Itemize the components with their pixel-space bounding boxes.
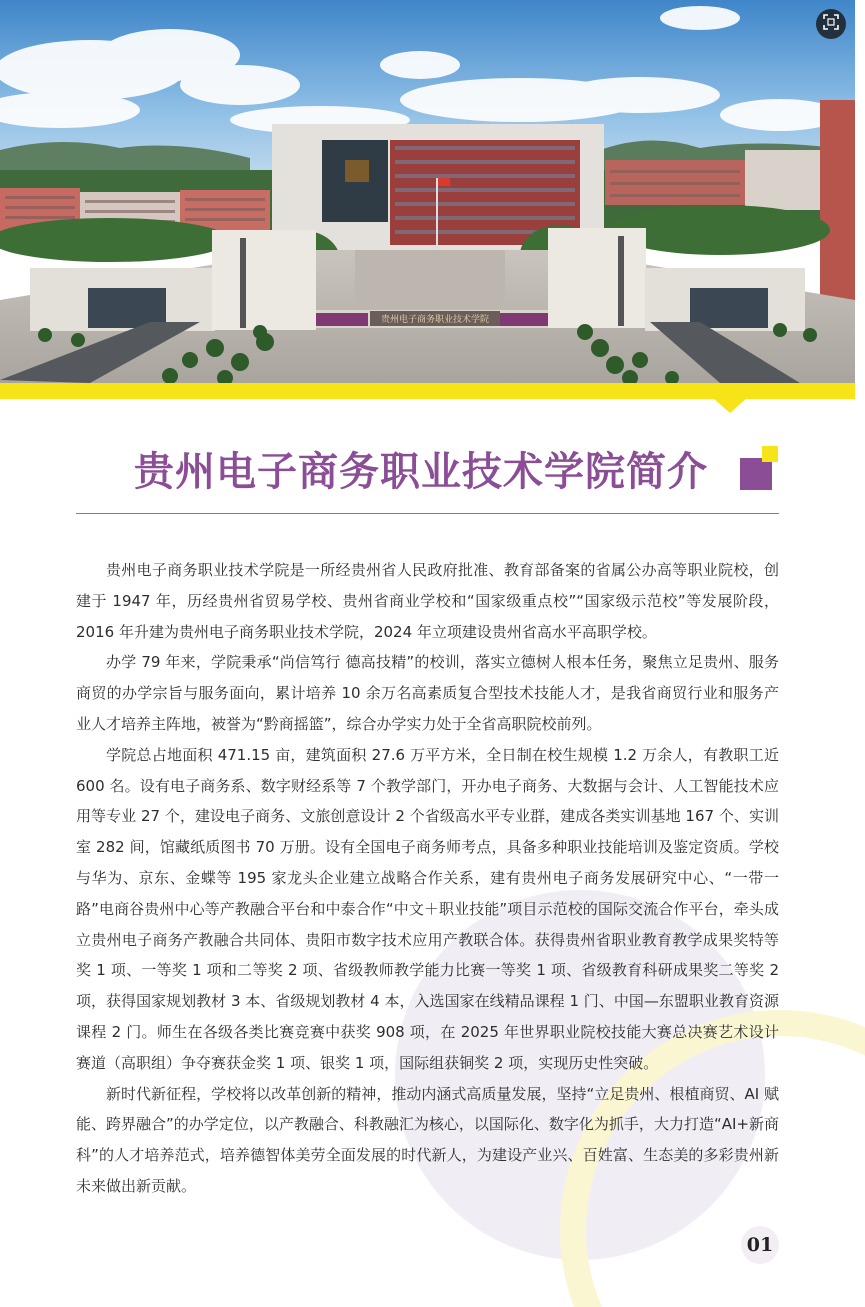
yellow-divider-band [0,383,855,399]
intro-body [76,555,779,1202]
campus-photo [0,0,855,383]
page-title: 贵州电子商务职业技术学院简介 [134,449,708,495]
scan-button[interactable] [816,9,846,39]
paragraph: 办学 79 年来，学院秉承“尚信笃行 德高技精”的校训，落实立德树人根本任务，聚焦立足贵州、服务商贸的办学宗旨与服务面向，累计培养 10 余万名高素质复合型技术技能人才，是我省商贸行业和服务产业人才培养主阵地，被誉为“黔商摇篮”，综合办学实力处于全省高职院校前列。 [76,653,779,733]
title-accent-small-square [762,446,778,462]
scan-corners-icon [823,14,839,34]
band-notch [713,398,747,413]
paragraph: 贵州电子商务职业技术学院是一所经贵州省人民政府批准、教育部备案的省属公办高等职业院校，创建于 1947 年，历经贵州省贸易学校、贵州省商业学校和“国家级重点校”“国家级示范校”等发展阶段，2016 年升建为贵州电子商务职业技术学院，2024 年立项建设贵州省高水平高职学校。 [76,561,779,641]
paragraph: 学院总占地面积 471.15 亩，建筑面积 27.6 万平方米，全日制在校生规模 1.2 万余人，有教职工近 600 名。设有电子商务系、数字财经系等 7 个教学部门，开办电子商务、大数据与会计、人工智能技术应用等专业 27 个，建设电子商务、文旅创意设计 2 个省级高水平专业群，建成各类实训基地 167 个、实训室 282 间，馆藏纸质图书 70 万册。设有全国电子商务师考点，具备多种职业技能培训及鉴定资质。学校与华为、京东、金蝶等 195 家龙头企业建立战略合作关系，建有贵州电子商务发展研究中心、“一带一路”电商谷贵州中心等产教融合平台和中泰合作“中文＋职业技能”项目示范校的国际交流合作平台，牵头成立贵州电子商务产教融合共同体、贵阳市数字技术应用产教联合体。获得贵州省职业教育教学成果奖特等奖 1 项、一等奖 1 项和二等奖 2 项、省级教师教学能力比赛一等奖 1 项、省级教育科研成果奖二等奖 2 项，获得国家规划教材 3 本、省级规划教材 4 本，入选国家在线精品课程 1 门、中国—东盟职业教育资源课程 2 门。师生在各级各类比赛竞赛中获奖 908 项，在 2025 年世界职业院校技能大赛总决赛艺术设计赛道（高职组）争夺赛获金奖 1 项、银奖 1 项，国际组获铜奖 2 项，实现历史性突破。 [76,745,779,1072]
paragraph: 新时代新征程，学校将以改革创新的精神，推动内涵式高质量发展，坚持“立足贵州、根植商贸、AI 赋能、跨界融合”的办学定位，以产教融合、科教融汇为核心，以国际化、数字化为抓手，大力打造“AI+新商科”的人才培养范式，培养德智体美劳全面发展的时代新人，为建设产业兴、百姓富、生态美的多彩贵州新未来做出新贡献。 [76,1084,779,1195]
title-underline [76,513,779,514]
gate-sign: 贵州电子商务职业技术学院 [380,315,490,325]
page-number: 01 [741,1226,779,1264]
title-accent-square [740,458,772,490]
